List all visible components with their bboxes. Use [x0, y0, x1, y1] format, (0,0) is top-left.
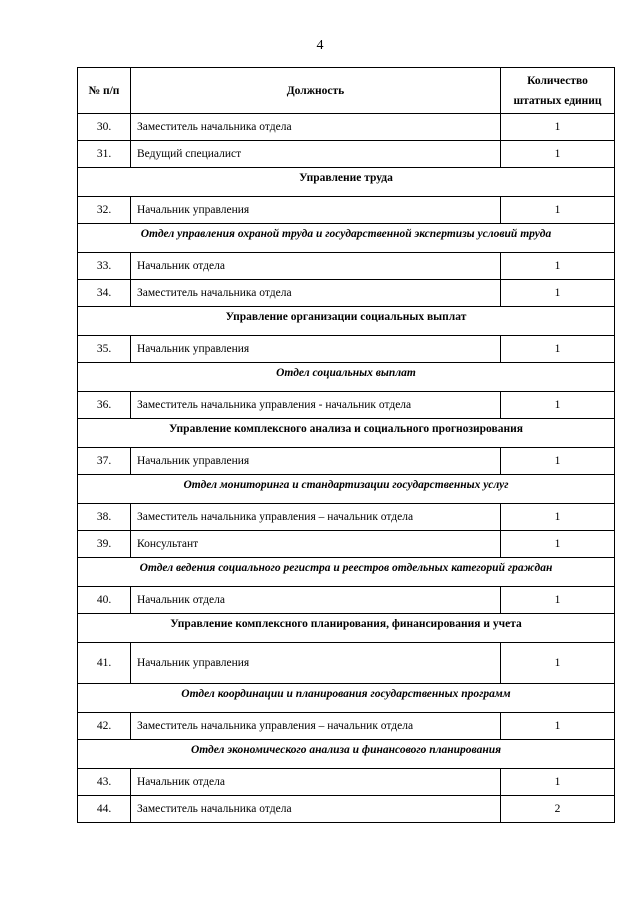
- quantity-cell: 1: [501, 336, 615, 363]
- position-cell: Заместитель начальника отдела: [131, 280, 501, 307]
- subdepartment-row: [78, 363, 615, 392]
- quantity-cell: 1: [501, 769, 615, 796]
- position-cell: Начальник отдела: [131, 769, 501, 796]
- staffing-table: [77, 67, 615, 823]
- table-row: [78, 336, 615, 363]
- position-cell: Начальник отдела: [131, 253, 501, 280]
- table-row: [78, 796, 615, 823]
- table-row: [78, 531, 615, 558]
- table-row: [78, 643, 615, 684]
- table-row: [78, 448, 615, 475]
- position-cell: Начальник управления: [131, 448, 501, 475]
- table-header: [78, 68, 615, 114]
- quantity-cell: 1: [501, 141, 615, 168]
- position-cell: Ведущий специалист: [131, 141, 501, 168]
- subdepartment-row: [78, 224, 615, 253]
- quantity-cell: 1: [501, 504, 615, 531]
- quantity-cell: 1: [501, 280, 615, 307]
- quantity-cell: 1: [501, 587, 615, 614]
- table-row: [78, 280, 615, 307]
- quantity-cell: 1: [501, 713, 615, 740]
- quantity-cell: 1: [501, 114, 615, 141]
- position-cell: Начальник управления: [131, 643, 501, 684]
- quantity-cell: 1: [501, 643, 615, 684]
- subdepartment-title: Отдел координации и планирования государственных программ: [78, 684, 615, 713]
- row-number: 30.: [78, 114, 131, 141]
- table-row: [78, 587, 615, 614]
- subdepartment-title: Отдел ведения социального регистра и реестров отдельных категорий граждан: [78, 558, 615, 587]
- page-number: 4: [316, 38, 324, 53]
- header-row: [78, 68, 615, 114]
- position-cell: Заместитель начальника отдела: [131, 796, 501, 823]
- table-body: [78, 114, 615, 823]
- subdepartment-title: Отдел мониторинга и стандартизации государственных услуг: [78, 475, 615, 504]
- subdepartment-row: [78, 740, 615, 769]
- position-cell: Заместитель начальника управления – начальник отдела: [131, 713, 501, 740]
- row-number: 42.: [78, 713, 131, 740]
- subdepartment-title: Отдел социальных выплат: [78, 363, 615, 392]
- row-number: 33.: [78, 253, 131, 280]
- row-number: 31.: [78, 141, 131, 168]
- department-title: Управление комплексного планирования, финансирования и учета: [78, 614, 615, 643]
- table-row: [78, 141, 615, 168]
- table-row: [78, 392, 615, 419]
- department-title: Управление комплексного анализа и социального прогнозирования: [78, 419, 615, 448]
- header-position: Должность: [131, 68, 501, 114]
- row-number: 37.: [78, 448, 131, 475]
- header-num: № п/п: [78, 68, 131, 114]
- row-number: 39.: [78, 531, 131, 558]
- quantity-cell: 1: [501, 253, 615, 280]
- row-number: 44.: [78, 796, 131, 823]
- quantity-cell: 1: [501, 392, 615, 419]
- row-number: 38.: [78, 504, 131, 531]
- subdepartment-row: [78, 475, 615, 504]
- table-row: [78, 713, 615, 740]
- quantity-cell: 1: [501, 531, 615, 558]
- subdepartment-row: [78, 558, 615, 587]
- department-row: [78, 168, 615, 197]
- quantity-cell: 1: [501, 448, 615, 475]
- position-cell: Консультант: [131, 531, 501, 558]
- position-cell: Начальник отдела: [131, 587, 501, 614]
- row-number: 32.: [78, 197, 131, 224]
- subdepartment-title: Отдел управления охраной труда и государственной экспертизы условий труда: [78, 224, 615, 253]
- department-row: [78, 614, 615, 643]
- table-row: [78, 197, 615, 224]
- table-row: [78, 253, 615, 280]
- row-number: 43.: [78, 769, 131, 796]
- quantity-cell: 2: [501, 796, 615, 823]
- department-title: Управление организации социальных выплат: [78, 307, 615, 336]
- table-row: [78, 504, 615, 531]
- row-number: 36.: [78, 392, 131, 419]
- position-cell: Начальник управления: [131, 197, 501, 224]
- table-row: [78, 769, 615, 796]
- row-number: 41.: [78, 643, 131, 684]
- position-cell: Заместитель начальника управления - начальник отдела: [131, 392, 501, 419]
- department-title: Управление труда: [78, 168, 615, 197]
- department-row: [78, 307, 615, 336]
- row-number: 34.: [78, 280, 131, 307]
- header-quantity: Количество штатных единиц: [501, 68, 615, 114]
- subdepartment-row: [78, 684, 615, 713]
- table-row: [78, 114, 615, 141]
- row-number: 35.: [78, 336, 131, 363]
- position-cell: Заместитель начальника управления – начальник отдела: [131, 504, 501, 531]
- position-cell: Заместитель начальника отдела: [131, 114, 501, 141]
- quantity-cell: 1: [501, 197, 615, 224]
- position-cell: Начальник управления: [131, 336, 501, 363]
- department-row: [78, 419, 615, 448]
- subdepartment-title: Отдел экономического анализа и финансового планирования: [78, 740, 615, 769]
- row-number: 40.: [78, 587, 131, 614]
